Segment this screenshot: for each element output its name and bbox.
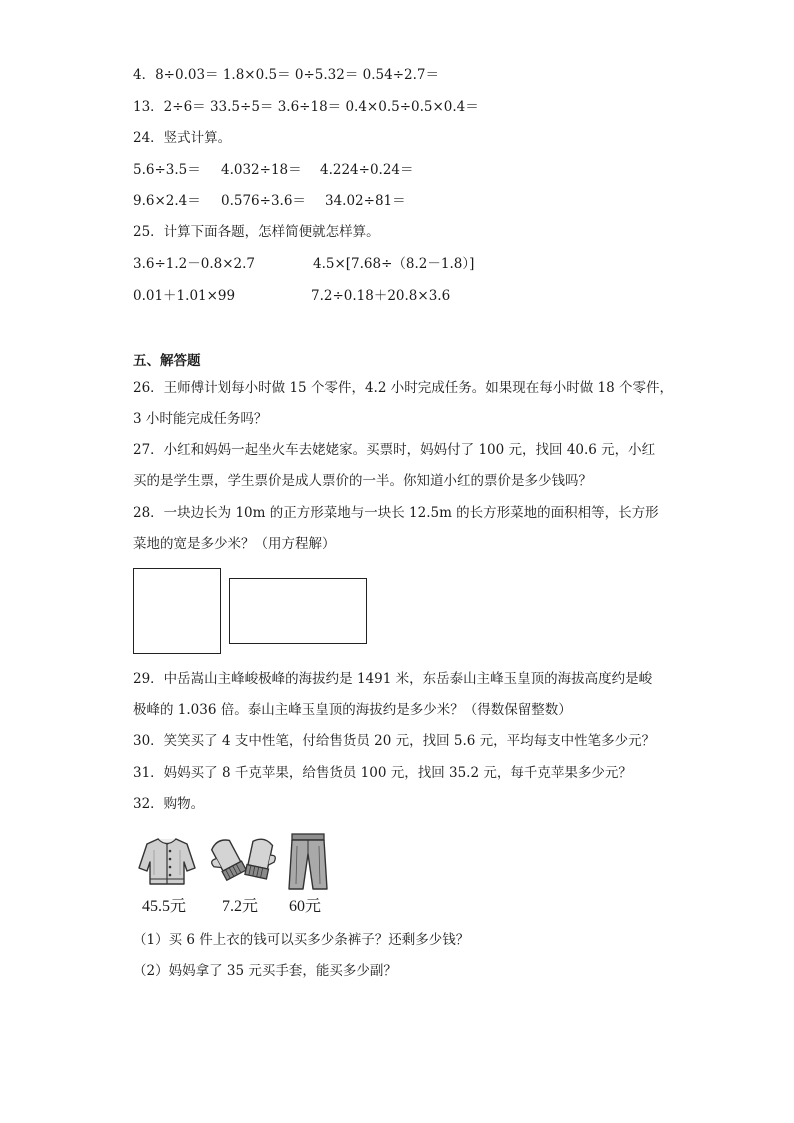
section-heading: 五、解答题 <box>133 353 201 369</box>
trousers-icon <box>286 832 330 892</box>
q30: 30．笑笑买了 4 支中性笔，付给售货员 20 元，找回 5.6 元，平均每支中性笔多少元？ <box>133 733 656 749</box>
q32: 32．购物。 <box>133 796 205 812</box>
q28-line2: 菜地的宽是多少米？（用方程解） <box>133 536 336 552</box>
mittens-icon <box>209 835 277 887</box>
q26-line2: 3 小时能完成任务吗？ <box>133 411 268 427</box>
q24-item: 9.6×2.4＝ <box>133 193 201 209</box>
q25-item: 0.01＋1.01×99 <box>133 288 236 304</box>
q27-line2: 买的是学生票，学生票价是成人票价的一半。你知道小红的票价是多少钱吗？ <box>133 473 592 489</box>
q24-title: 24．竖式计算。 <box>133 130 232 146</box>
q24-item: 5.6÷3.5＝ <box>133 162 201 178</box>
q32-sub2: （2）妈妈拿了 35 元买手套，能买多少副？ <box>133 963 397 979</box>
jacket-price: 45.5元 <box>142 898 187 915</box>
exercise-q4: 4．8÷0.03＝ 1.8×0.5＝ 0÷5.32＝ 0.54÷2.7＝ <box>133 67 439 83</box>
q24-item: 4.032÷18＝ <box>221 162 302 178</box>
exercise-q13: 13．2÷6＝ 33.5÷5＝ 3.6÷18＝ 0.4×0.5÷0.5×0.4＝ <box>133 99 479 115</box>
q25-title: 25．计算下面各题，怎样简便就怎样算。 <box>133 224 380 240</box>
jacket-icon <box>137 835 197 887</box>
q24-item: 0.576÷3.6＝ <box>221 193 306 209</box>
q27-line1: 27．小红和妈妈一起坐火车去姥姥家。买票时，妈妈付了 100 元，找回 40.6 元，小红 <box>133 442 656 458</box>
q29-line2: 极峰的 1.036 倍。泰山主峰玉皇顶的海拔约是多少米？（得数保留整数） <box>133 702 572 718</box>
q28-line1: 28．一块边长为 10m 的正方形菜地与一块长 12.5m 的长方形菜地的面积相等，长方形 <box>133 505 659 521</box>
trousers-price: 60元 <box>289 898 322 915</box>
q25-item: 3.6÷1.2－0.8×2.7 <box>133 256 256 272</box>
q32-sub1: （1）买 6 件上衣的钱可以买多少条裤子？还剩多少钱？ <box>133 932 470 948</box>
square-plot-figure <box>133 568 221 654</box>
rectangle-plot-figure <box>229 578 367 644</box>
q29-line1: 29．中岳嵩山主峰峻极峰的海拔约是 1491 米，东岳泰山主峰玉皇顶的海拔高度约是峻 <box>133 671 653 687</box>
q25-item: 4.5×[7.68÷（8.2－1.8）] <box>313 256 475 272</box>
q24-item: 34.02÷81＝ <box>325 193 406 209</box>
q25-item: 7.2÷0.18＋20.8×3.6 <box>311 288 451 304</box>
mittens-price: 7.2元 <box>222 898 259 915</box>
q26-line1: 26．王师傅计划每小时做 15 个零件，4.2 小时完成任务。如果现在每小时做 18 个零件， <box>133 380 673 396</box>
q24-item: 4.224÷0.24＝ <box>320 162 414 178</box>
q31: 31．妈妈买了 8 千克苹果，给售货员 100 元，找回 35.2 元，每千克苹果多少元？ <box>133 765 632 781</box>
